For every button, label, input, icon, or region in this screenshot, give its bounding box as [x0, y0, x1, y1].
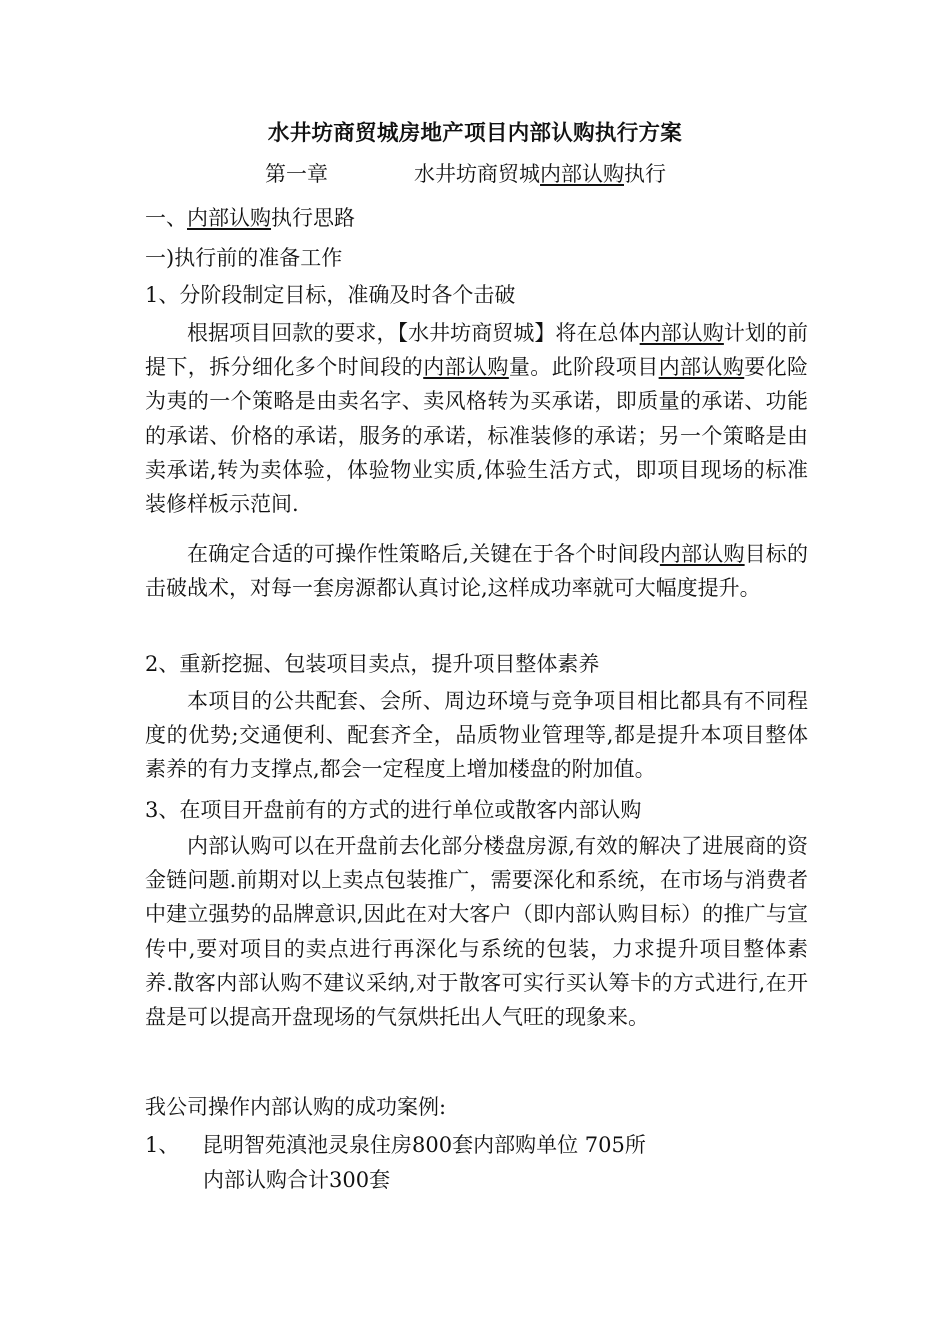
p1-text-b: 计划的前提下，拆分细化多个时间段的 [145, 321, 809, 380]
p1-underlined-2: 内部认购 [423, 355, 509, 380]
p2-underlined: 内部认购 [659, 542, 745, 566]
subsection-heading: 一)执行前的准备工作 [145, 246, 343, 270]
case-item-1-text: 昆明智苑滇池灵泉住房800套内部购单位 705所 [202, 1133, 646, 1157]
paragraph-3: 本项目的公共配套、会所、周边环境与竞争项目相比都具有不同程度的优势;交通便利、配套齐全，品质物业管理等,都是提升本项目整体素养的有力支撑点,都会一定程度上增加楼盘的附加值。 [145, 689, 808, 782]
case-item-1-subtext: 内部认购合计300套 [203, 1168, 391, 1192]
section-heading-1-number: 一、 [145, 206, 187, 230]
section-heading-1 [145, 202, 825, 234]
p2-text-a: 在确定合适的可操作性策略后,关键在于各个时间段 [187, 542, 660, 566]
case-item-1-number: 1、 [145, 1133, 180, 1157]
paragraph-4: 内部认购可以在开盘前去化部分楼盘房源,有效的解决了进展商的资金链问题.前期对以上卖点包装推广，需要深化和系统，在市场与消费者中建立强势的品牌意识,因此在对大客户（即内部认购目标）的推广与宣传中,要对项目的卖点进行再深化与系统的包装，力求提升项目整体素养.散客内部认购不建议采纳,对于散客可实行买认筹卡的方式进行,在开盘是可以提高开盘现场的气氛烘托出人气旺的现象来。 [145, 834, 808, 1030]
p1-text-c: 量。此阶段项目 [508, 355, 659, 380]
p2-text-b: 目标的击破战术，对每一套房源都认真讨论,这样成功率就可大幅度提升。 [145, 542, 808, 601]
chapter-title-pre: 水井坊商贸城 [414, 162, 540, 186]
section-heading-1-text: 执行思路 [271, 206, 355, 230]
chapter-heading [265, 158, 910, 190]
document-title: 水井坊商贸城房地产项目内部认购执行方案 [267, 121, 683, 146]
p1-text-d: 要化险为夷的一个策略是由卖名字、卖风格转为买承诺，即质量的承诺、功能的承诺、价格的承诺，服务的承诺，标准装修的承诺；另一个策略是由卖承诺,转为卖体验，体验物业实质,体验生活方式，即项目现场的标准装修样板示范间. [145, 355, 809, 517]
p1-underlined-1: 内部认购 [639, 321, 724, 345]
chapter-title-underlined: 内部认购 [540, 162, 624, 186]
paragraph-1 [145, 316, 808, 521]
point-heading-1: 1、分阶段制定目标，准确及时各个击破 [145, 283, 516, 307]
section-heading-1-underlined: 内部认购 [187, 206, 271, 230]
chapter-title-post: 执行 [624, 162, 666, 186]
chapter-label: 第一章 [265, 162, 328, 186]
p1-text-a: 根据项目回款的要求，【水井坊商贸城】将在总体 [187, 321, 640, 345]
point-heading-3: 3、在项目开盘前有的方式的进行单位或散客内部认购 [145, 798, 642, 822]
cases-heading: 我公司操作内部认购的成功案例: [145, 1095, 447, 1119]
p1-underlined-3: 内部认购 [658, 355, 745, 380]
case-item-1 [145, 1129, 825, 1161]
paragraph-2 [145, 537, 808, 605]
point-heading-2: 2、重新挖掘、包装项目卖点，提升项目整体素养 [145, 652, 600, 676]
